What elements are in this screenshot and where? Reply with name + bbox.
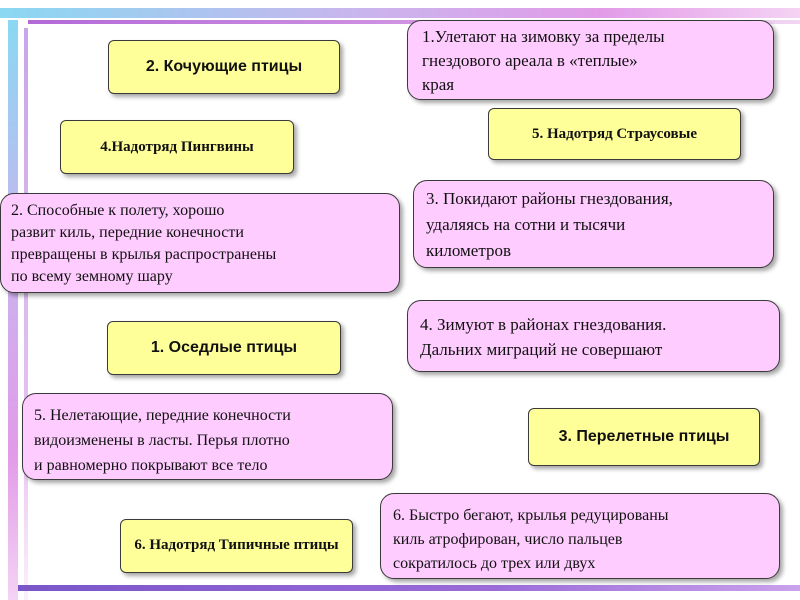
term-ostriches-superorder[interactable]: 5. Надотряд Страусовые [488, 108, 741, 160]
description-5[interactable]: 5. Нелетающие, передние конечности видоизменены в ласты. Перья плотно и равномерно покрывают все тело [22, 393, 393, 480]
left-accent-line [24, 28, 28, 600]
term-sedentary-birds[interactable]: 1. Оседлые птицы [107, 321, 341, 375]
term-nomadic-birds[interactable]: 2. Кочующие птицы [108, 40, 340, 94]
description-4[interactable]: 4. Зимуют в районах гнездования. Дальних миграций не совершают [407, 300, 780, 372]
term-penguins-superorder[interactable]: 4.Надотряд Пингвины [60, 120, 294, 174]
description-3[interactable]: 3. Покидают районы гнездования, удаляясь на сотни и тысячи километров [413, 180, 774, 268]
bottom-accent-bar [18, 585, 800, 591]
description-6[interactable]: 6. Быстро бегают, крылья редуцированы киль атрофирован, число пальцев сократилось до трех или двух [380, 493, 780, 579]
description-2[interactable]: 2. Способные к полету, хорошо развит киль, передние конечности превращены в крылья распространены по всему земному шару [0, 193, 400, 293]
left-gradient-bar [8, 20, 18, 600]
description-1[interactable]: 1.Улетают на зимовку за пределы гнездового ареала в «теплые» края [407, 20, 774, 100]
top-gradient-bar [0, 8, 800, 18]
term-migratory-birds[interactable]: 3. Перелетные птицы [528, 408, 760, 466]
term-typical-birds-superorder[interactable]: 6. Надотряд Типичные птицы [120, 519, 353, 573]
